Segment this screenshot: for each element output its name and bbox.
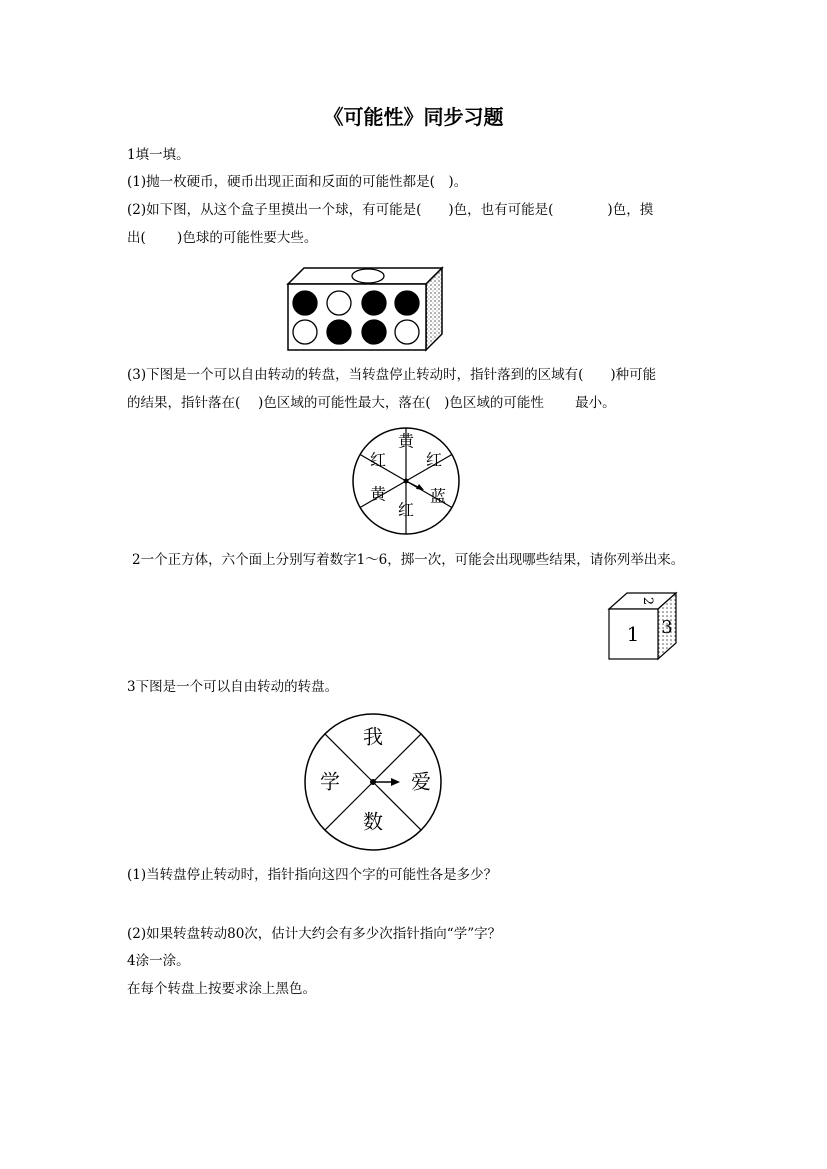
q2-text: 2一个正方体，六个面上分别写着数字1～6，掷一次，可能会出现哪些结果，请你列举出来。 [132, 552, 685, 568]
spinner-center-dot [404, 479, 409, 484]
cube-top-number: 2 [640, 596, 655, 606]
q3-part2: (2)如果转盘转动80次，估计大约会有多少次指针指向“学”字？ [127, 926, 502, 942]
spinner-sector-label: 爱 [411, 769, 431, 794]
ball-box-figure [286, 264, 446, 352]
spinner-sector-label: 我 [363, 724, 383, 749]
number-cube-figure [606, 591, 681, 661]
ball-white [293, 320, 317, 344]
spinner-sector-label: 蓝 [429, 486, 447, 506]
ball-white [395, 320, 419, 344]
q3-heading: 3下图是一个可以自由转动的转盘。 [127, 679, 339, 695]
ball-black [362, 320, 386, 344]
q1-part2-line1: (2)如下图，从这个盒子里摸出一个球，有可能是( )色，也有可能是( )色，摸 [127, 202, 654, 218]
page-title: 《可能性》同步习题 [323, 105, 504, 129]
spinner-sector-label: 黄 [397, 431, 415, 451]
q4-heading: 4涂一涂。 [127, 953, 190, 969]
q1-part2-line2: 出( )色球的可能性要大些。 [127, 230, 318, 246]
spinner-sector-label: 红 [425, 450, 443, 470]
cube-side-number: 3 [661, 617, 673, 638]
ball-white [327, 291, 351, 315]
q1-part3-line2: 的结果，指针落在( )色区域的可能性最大，落在( )色区域的可能性 最小。 [127, 395, 616, 411]
ball-black [395, 291, 419, 315]
spinner-sector-label: 黄 [369, 484, 387, 504]
ball-black [327, 320, 351, 344]
q3-part1: (1)当转盘停止转动时，指针指向这四个字的可能性各是多少？ [127, 867, 498, 883]
spinner-sector-label: 学 [320, 769, 340, 794]
q1-part1: (1)抛一枚硬币，硬币出现正面和反面的可能性都是( )。 [127, 174, 468, 190]
ball-black [293, 291, 317, 315]
spinner-six-sectors [350, 425, 462, 537]
spinner-four-sectors [302, 711, 444, 853]
box-opening [352, 269, 384, 283]
q4-text: 在每个转盘上按要求涂上黑色。 [127, 981, 316, 997]
q1-heading: 1填一填。 [127, 147, 190, 163]
q1-part3-line1: (3)下图是一个可以自由转动的转盘，当转盘停止转动时，指针落到的区域有( )种可能 [127, 367, 657, 383]
spinner-center-dot [370, 779, 376, 785]
ball-black [362, 291, 386, 315]
spinner-sector-label: 红 [397, 500, 415, 520]
cube-front-number: 1 [626, 622, 640, 646]
spinner-sector-label: 数 [363, 809, 383, 834]
spinner-sector-label: 红 [369, 450, 387, 470]
